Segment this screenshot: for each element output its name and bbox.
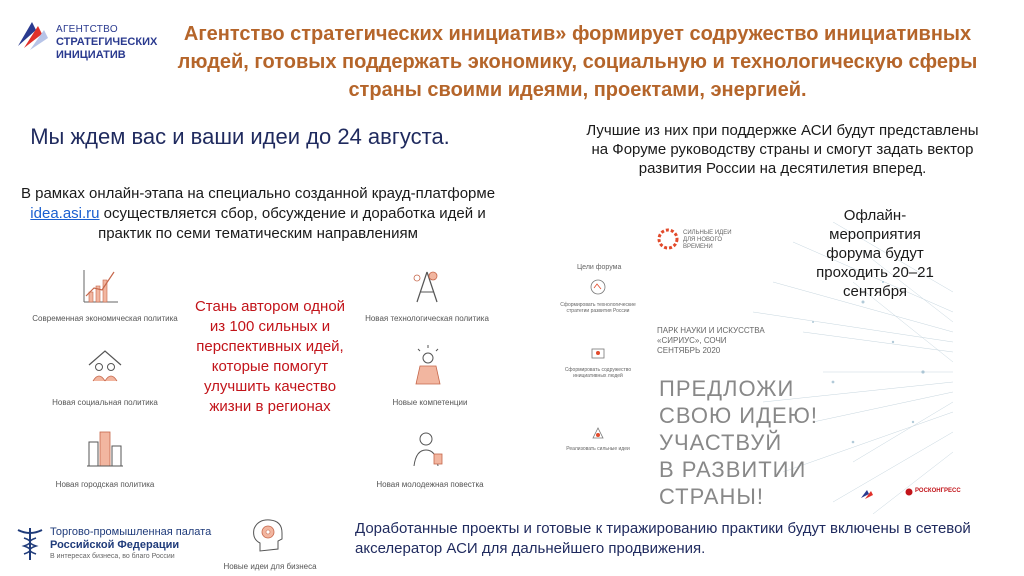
topic-label-social: Новая социальная политика xyxy=(52,398,158,407)
call-to-action-text: Стань автором одной из 100 сильных и перспективных идей, которые помогут улучшить качество жизни в регионах xyxy=(194,298,346,415)
topic-label-economy: Современная экономическая политика xyxy=(32,314,178,323)
venue-line1: ПАРК НАУКИ И ИСКУССТВА xyxy=(657,326,765,335)
intro-text-after: осуществляется сбор, обсуждение и доработка идей и практик по семи тематическим направлениям xyxy=(98,205,486,242)
topic-label-tech: Новая технологическая политика xyxy=(365,314,489,323)
slogan-line5: СТРАНЫ! xyxy=(659,484,764,509)
intro-paragraph xyxy=(18,184,498,244)
brain-gear-icon xyxy=(248,515,288,555)
goal-ideas-text: Реализовать сильные идеи xyxy=(566,446,630,452)
slogan-line3: УЧАСТВУЙ xyxy=(659,430,783,455)
asi-flag-icon xyxy=(14,16,54,56)
platform-link[interactable]: idea.asi.ru xyxy=(30,205,100,222)
slogan-line4: В РАЗВИТИИ xyxy=(659,457,807,482)
forum-paragraph: Лучшие из них при поддержке АСИ будут представлены на Форуме руководству страны и смогут задать вектор развития России на десятилетия вперед. xyxy=(586,122,979,177)
slogan-line1: ПРЕДЛОЖИ xyxy=(659,376,795,401)
tpp-logo-line2: Российской Федерации xyxy=(50,539,180,551)
topic-label-youth: Новая молодежная повестка xyxy=(376,480,484,489)
oil-rig-icon xyxy=(405,266,445,306)
goal-community-text: Сформировать содружество инициативных людей xyxy=(564,367,632,379)
asi-logo-line3: ИНИЦИАТИВ xyxy=(56,49,126,61)
roscongress-text: РОСКОНГРЕСС xyxy=(915,488,961,494)
tpp-logo-line1: Торгово-промышленная палата xyxy=(50,526,212,538)
accelerator-paragraph: Доработанные проекты и готовые к тиражированию практики будут включены в сетевой акселератор АСИ для дальнейшего продвижения. xyxy=(355,520,971,557)
asi-logo xyxy=(14,16,164,76)
tpp-logo-line3: В интересах бизнеса, во благо России xyxy=(50,553,175,560)
forum-brand-text: СИЛЬНЫЕ ИДЕИ ДЛЯ НОВОГО ВРЕМЕНИ xyxy=(683,230,732,250)
city-buildings-icon xyxy=(85,428,125,468)
goal-strategy-text: Сформировать технологические стратегии развития России xyxy=(560,302,636,314)
goal-ideas-icon xyxy=(589,424,607,442)
intro-text-before: В рамках онлайн-этапа на специально созданной крауд-платформе xyxy=(20,185,496,202)
caduceus-icon xyxy=(14,524,46,562)
person-idea-icon xyxy=(408,344,448,386)
forum-goals-title: Цели форума xyxy=(577,264,622,271)
family-icon xyxy=(85,345,125,385)
offline-events-text: Офлайн-мероприятия форума будут проходить 20–21 сентября xyxy=(816,207,934,300)
asi-logo-line2: СТРАТЕГИЧЕСКИХ xyxy=(56,36,158,48)
asi-mini-logo-icon xyxy=(859,488,879,500)
young-person-icon xyxy=(408,428,448,468)
goal-community-icon xyxy=(589,344,607,362)
venue-line3: СЕНТЯБРЬ 2020 xyxy=(657,346,721,355)
deadline-title: Мы ждем вас и ваши идеи до 24 августа. xyxy=(30,124,450,149)
growth-chart-icon xyxy=(80,266,120,306)
venue-line2: «СИРИУС», СОЧИ xyxy=(657,336,727,345)
tpp-logo xyxy=(14,522,214,572)
roscongress-mark-icon xyxy=(905,488,913,496)
topic-label-city: Новая городская политика xyxy=(55,480,155,489)
slogan-line2: СВОЮ ИДЕЮ! xyxy=(659,403,819,428)
headline: Агентство стратегических инициатив» формирует содружество инициативных людей, готовых поддержать экономику, социальную и технологическую сферы страны своими идеями, проектами, энергией. xyxy=(177,23,978,101)
asi-logo-line1: АГЕНТСТВО xyxy=(56,24,118,35)
goal-strategy-icon xyxy=(589,278,607,296)
topic-label-competencies: Новые компетенции xyxy=(392,398,468,407)
topic-label-business: Новые идеи для бизнеса xyxy=(223,562,317,571)
forum-brand-icon xyxy=(657,228,679,250)
